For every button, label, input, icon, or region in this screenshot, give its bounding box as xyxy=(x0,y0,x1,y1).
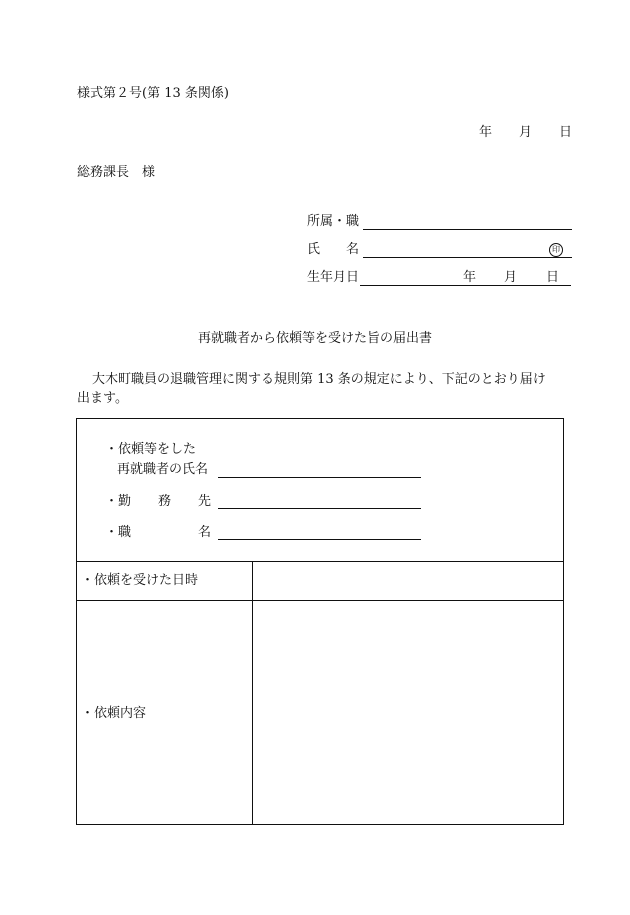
received-datetime-field[interactable] xyxy=(253,562,563,600)
received-datetime-label: ・依頼を受けた日時 xyxy=(81,573,199,588)
birth-month-label: 月 xyxy=(504,270,518,285)
position-label-2: 名 xyxy=(198,525,212,540)
body-line-2: 出ます。 xyxy=(77,391,128,406)
position-label-1: ・職 xyxy=(105,525,132,540)
date-day-label: 日 xyxy=(559,125,573,140)
body-line-1: 大木町職員の退職管理に関する規則第 13 条の規定により、下記のとおり届け xyxy=(92,372,546,387)
requester-label-1: ・依頼等をした xyxy=(105,442,197,457)
request-content-label: ・依頼内容 xyxy=(81,706,147,721)
workplace-label-3: 先 xyxy=(198,494,212,509)
form-number: 様式第２号(第 13 条関係) xyxy=(77,86,229,101)
requester-name-field[interactable] xyxy=(218,477,421,478)
affiliation-label: 所属・職 xyxy=(307,214,360,229)
birthdate-label: 生年月日 xyxy=(307,270,360,285)
request-content-field[interactable] xyxy=(253,601,563,824)
addressee: 総務課長 様 xyxy=(77,165,156,180)
position-field[interactable] xyxy=(218,539,421,540)
date-month-label: 月 xyxy=(519,125,533,140)
affiliation-field[interactable] xyxy=(363,229,572,230)
name-field[interactable] xyxy=(363,257,572,258)
page-title: 再就職者から依頼等を受けた旨の届出書 xyxy=(197,331,432,346)
workplace-label-2: 務 xyxy=(158,494,172,509)
workplace-label-1: ・勤 xyxy=(105,494,132,509)
date-year-label: 年 xyxy=(479,125,493,140)
requester-label-2: 再就職者の氏名 xyxy=(117,462,209,477)
birth-day-label: 日 xyxy=(546,270,560,285)
birth-year-label: 年 xyxy=(463,270,477,285)
name-label-1: 氏 xyxy=(307,242,321,257)
name-label-2: 名 xyxy=(346,242,360,257)
seal-icon: 印 xyxy=(549,243,563,257)
workplace-field[interactable] xyxy=(218,508,421,509)
